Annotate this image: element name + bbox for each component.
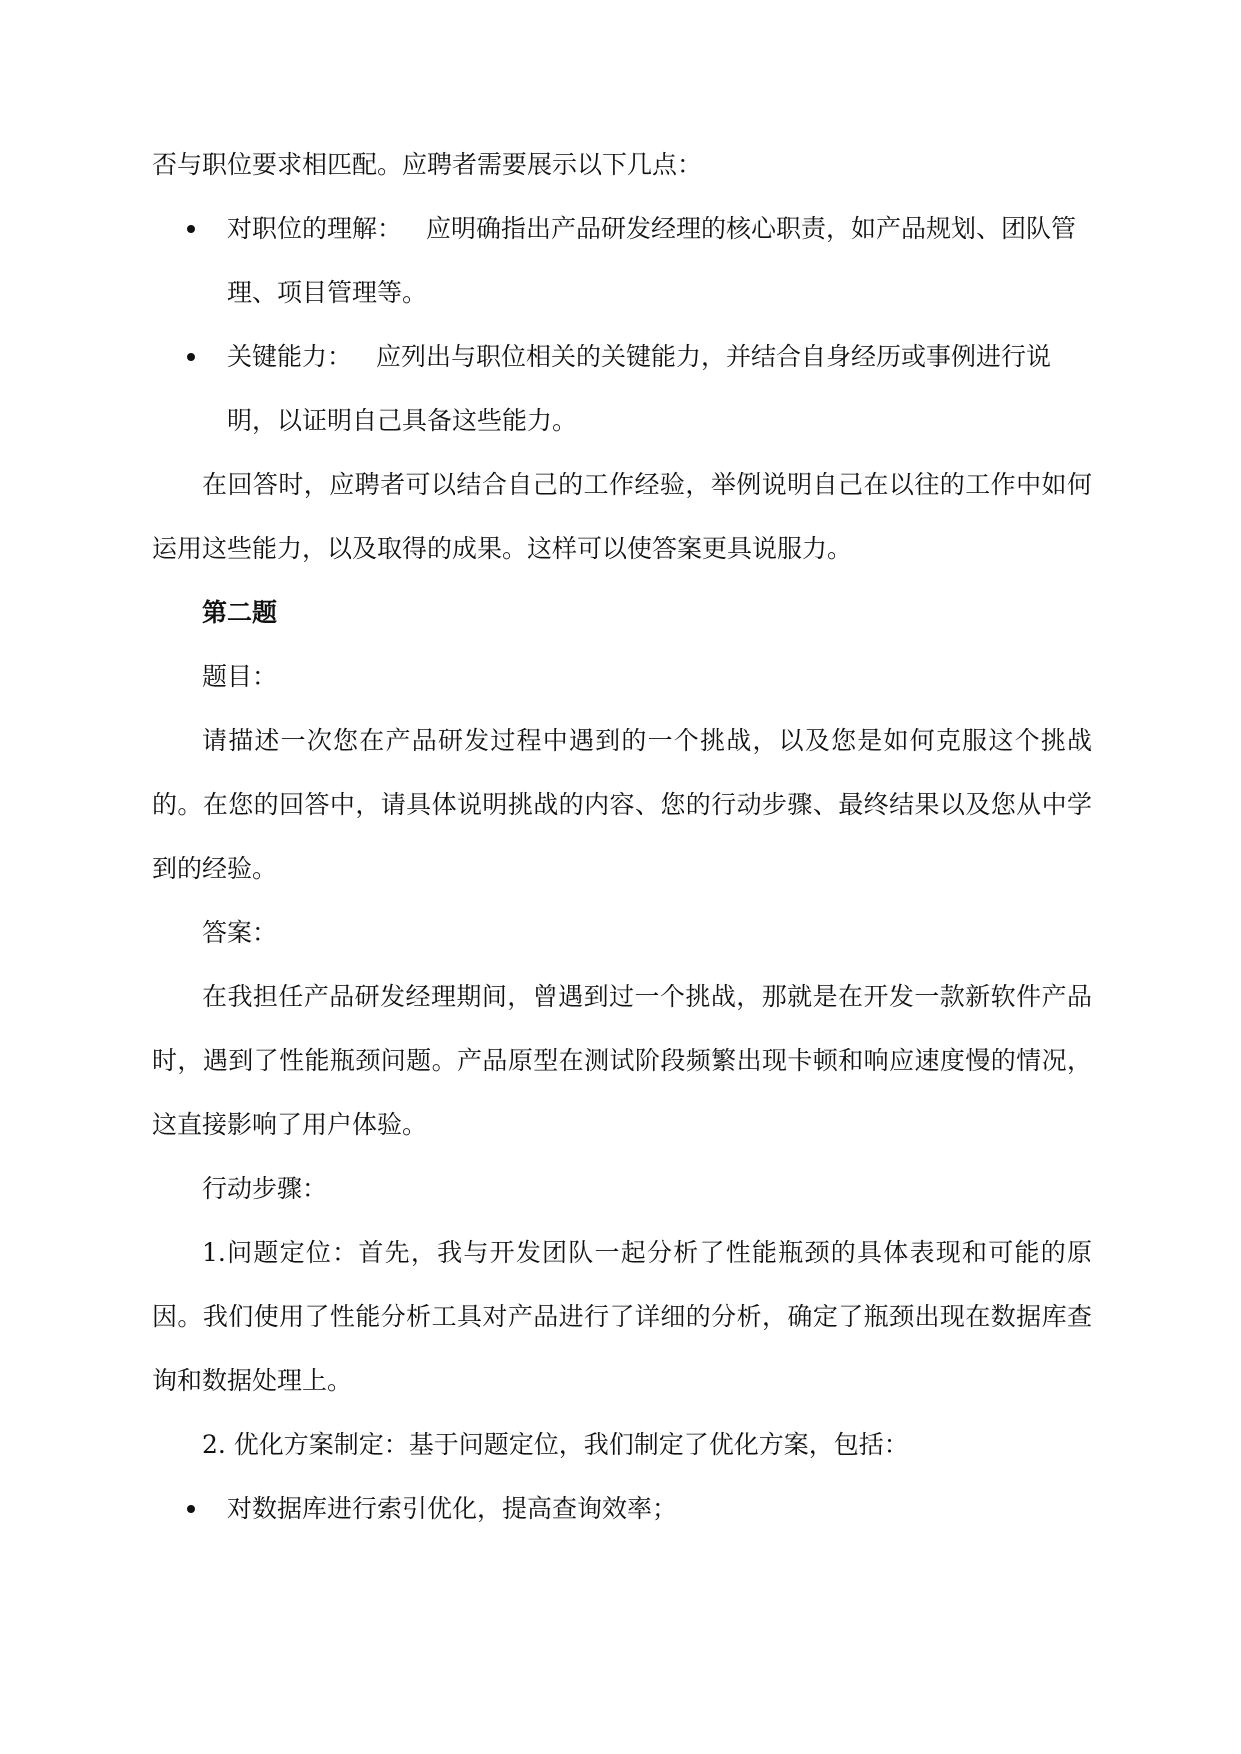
steps-label: 行动步骤：: [202, 1174, 328, 1203]
requirement-label: 对职位的理解：: [227, 214, 403, 243]
step-2: 2. 优化方案制定：基于问题定位，我们制定了优化方案，包括：: [202, 1430, 909, 1459]
answer-text: 在我担任产品研发经理期间，曾遇到过一个挑战，那就是在开发一款新软件产品时，遇到了性能瓶颈问题。产品原型在测试阶段频繁出现卡顿和响应速度慢的情况，这直接影响了用户体验。: [152, 982, 1092, 1139]
bullet-icon: [187, 353, 195, 361]
list-item: [152, 1477, 1092, 1541]
requirements-list: [152, 197, 1092, 453]
requirement-text: 应列出与职位相关的关键能力，并结合自身经历或事例进行说明，以证明自己具备这些能力。: [227, 342, 1052, 435]
question-label: 题目：: [202, 662, 278, 691]
optimization-list: [152, 1477, 1092, 1541]
requirement-text: 应明确指出产品研发经理的核心职责，如产品规划、团队管理、项目管理等。: [227, 214, 1077, 307]
step-1: 1.问题定位：首先，我与开发团队一起分析了性能瓶颈的具体表现和可能的原因。我们使用了性能分析工具对产品进行了详细的分析，确定了瓶颈出现在数据库查询和数据处理上。: [152, 1238, 1092, 1395]
section-heading: 第二题: [202, 598, 278, 627]
requirement-label: 关键能力：: [227, 342, 353, 371]
question-text: 请描述一次您在产品研发过程中遇到的一个挑战，以及您是如何克服这个挑战的。在您的回答中，请具体说明挑战的内容、您的行动步骤、最终结果以及您从中学到的经验。: [152, 726, 1092, 883]
list-item: [152, 325, 1092, 453]
optimization-item-text: 对数据库进行索引优化，提高查询效率；: [227, 1494, 678, 1523]
intro-continuation: 否与职位要求相匹配。应聘者需要展示以下几点：: [152, 150, 703, 179]
answer-label: 答案：: [202, 918, 278, 947]
advice-paragraph: 在回答时，应聘者可以结合自己的工作经验，举例说明自己在以往的工作中如何运用这些能力，以及取得的成果。这样可以使答案更具说服力。: [152, 470, 1092, 563]
list-item: [152, 197, 1092, 325]
document-body: [152, 133, 1092, 1541]
bullet-icon: [187, 225, 195, 233]
bullet-icon: [187, 1505, 195, 1513]
